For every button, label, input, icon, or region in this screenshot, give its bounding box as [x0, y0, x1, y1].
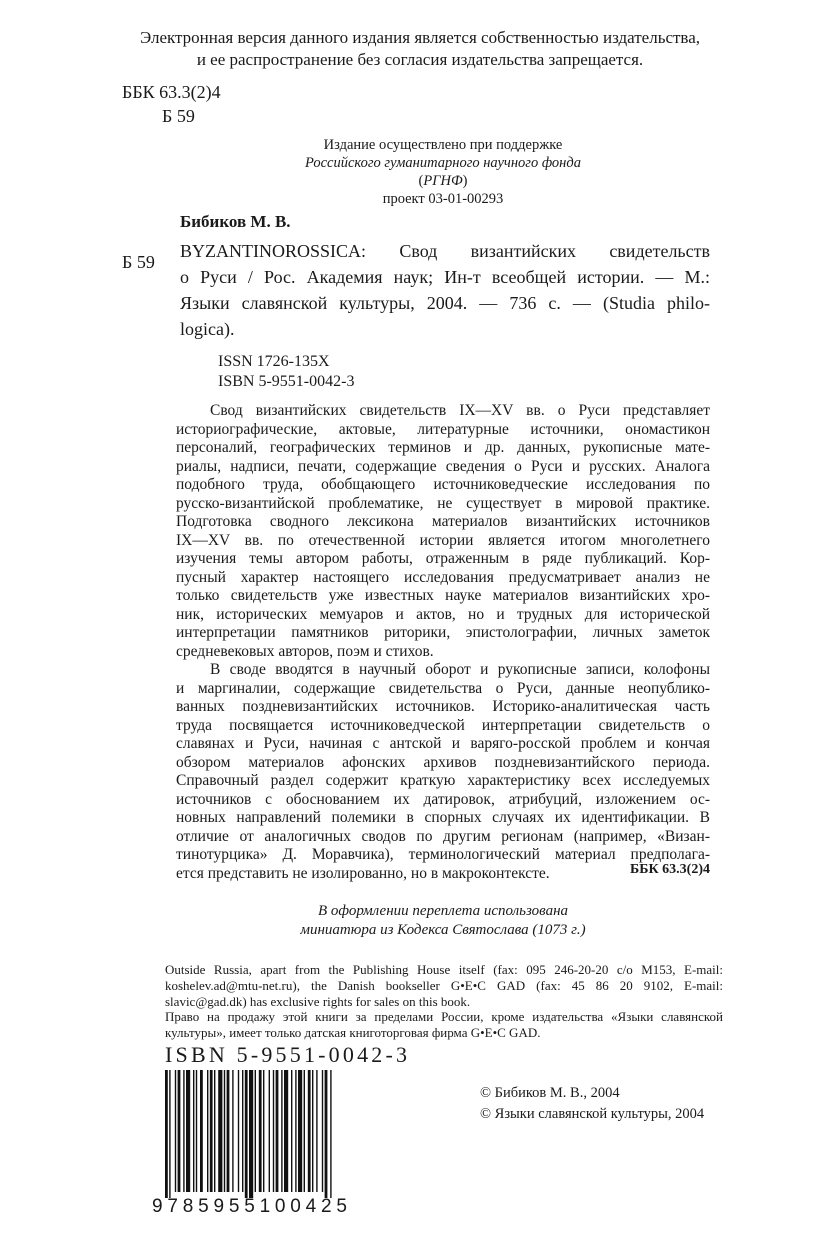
- barcode-bar: [186, 1070, 190, 1192]
- barcode-image: [163, 1070, 375, 1198]
- author-mark: Б 59: [162, 106, 195, 126]
- abstract-line: подобного труда, обобщающего источниковедческие исследования по: [176, 476, 710, 493]
- abstract-line: интерпретации памятников риторики, эпистолографии, личных заметок: [176, 624, 710, 641]
- barcode-bar: [245, 1070, 248, 1198]
- barcode-bar: [193, 1070, 194, 1192]
- barcode-bar: [169, 1070, 170, 1198]
- author-heading: Бибиков М. В.: [180, 212, 291, 231]
- description-line: о Руси / Рос. Академия наук; Ин-т всеобщей истории. — М.:: [180, 267, 710, 287]
- barcode-bar: [210, 1070, 213, 1192]
- barcode-bar: [330, 1070, 331, 1198]
- barcode-bar: [218, 1070, 222, 1192]
- barcode-bar: [165, 1070, 168, 1198]
- barcode-bar: [255, 1070, 256, 1192]
- rights-line: slavic@gad.dk) has exclusive rights for sales on this book.: [165, 994, 471, 1010]
- cover-note-line-1: В оформлении переплета использована: [317, 903, 569, 919]
- abstract-line: изучения темы автором работы, отраженным в ряде публикаций. Кор-: [176, 550, 710, 567]
- rights-russian: [165, 1009, 723, 1041]
- abstract-line: новных направлений полемики в спорных случаях их идентификации. В: [176, 809, 710, 826]
- barcode-bar: [242, 1070, 243, 1192]
- abstract-line: ванных поздневизантийских источников. Историко-аналитическая часть: [176, 698, 710, 715]
- barcode-bar: [304, 1070, 305, 1192]
- barcode-bar: [298, 1070, 302, 1192]
- barcode-bar: [291, 1070, 292, 1192]
- bbk-code: ББК 63.3(2)4: [122, 82, 221, 102]
- barcode-bar: [273, 1070, 274, 1192]
- abstract-line: отличие от аналогичных сводов по другим регионам (например, «Визан-: [176, 827, 710, 845]
- abstract-line: ник, исторических мемуаров и актов, но и трудных для исторической: [176, 605, 710, 623]
- author-mark-left: Б 59: [122, 252, 155, 272]
- issn-isbn-block: [218, 352, 354, 392]
- rights-english: [165, 962, 723, 1011]
- support-line-1: Издание осуществлено при поддержке: [323, 137, 563, 153]
- copyright-notice-line-2: и ее распространение без согласия издательства запрещается.: [196, 50, 644, 69]
- barcode-bar: [175, 1070, 176, 1192]
- abstract: [176, 402, 710, 883]
- barcode-bar: [312, 1070, 313, 1192]
- copyright-publisher: © Языки славянской культуры, 2004: [480, 1106, 705, 1122]
- barcode-bar: [322, 1070, 323, 1192]
- abstract-line: ется представить не изолированно, но в макроконтексте.: [176, 864, 550, 882]
- abstract-line: тинотурцика» Д. Моравчика), терминологический материал предполага-: [176, 846, 710, 863]
- support-foundation-name: Российского гуманитарного научного фонда: [305, 155, 581, 171]
- barcode-bar: [232, 1070, 233, 1192]
- abstract-line: труда посвящается источниковедческой интерпретации свидетельств о: [176, 716, 710, 734]
- barcode-bar: [259, 1070, 262, 1192]
- barcode-bar: [178, 1070, 181, 1192]
- abstract-line: персоналий, географических терминов и др. данных, рукописные мате-: [176, 439, 710, 456]
- barcode-bar: [316, 1070, 317, 1192]
- abstract-line: В своде вводятся в научный оборот и рукописные записи, колофоны: [210, 661, 710, 678]
- barcode-bar: [325, 1070, 328, 1198]
- abstract-line: IX—XV вв. по отечественной истории является итогом многолетнего: [176, 531, 710, 549]
- barcode-bar: [224, 1070, 225, 1192]
- abstract-line: источников с обоснованием их датировок, атрибуций, изложением ос-: [176, 790, 710, 808]
- cover-note-line-2: миниатюра из Кодекса Святослава (1073 г.): [300, 922, 586, 938]
- rights-line: культуры», имеет только датская книготорговая фирма G•E•C GAD.: [165, 1025, 541, 1041]
- barcode-bar: [183, 1070, 184, 1192]
- barcode-isbn-label: ISBN 5-9551-0042-3: [165, 1042, 411, 1067]
- barcode-bar: [284, 1070, 288, 1192]
- support-project-number: проект 03-01-00293: [382, 191, 504, 207]
- support-foundation-abbr: [240, 172, 646, 190]
- barcode-bar: [249, 1070, 253, 1198]
- barcode-bar: [238, 1070, 239, 1192]
- barcode-bar: [196, 1070, 197, 1192]
- copyright-author: © Бибиков М. В., 2004: [480, 1085, 620, 1101]
- abstract-line: историографические, актовые, литературные источники, ономастикон: [176, 420, 710, 438]
- abstract-line: пусный характер настоящего исследования предусматривает анализ не: [176, 568, 710, 586]
- barcode-bar: [308, 1070, 311, 1192]
- abstract-line: обзором материалов афонских архивов поздневизантийского периода.: [176, 753, 710, 771]
- isbn: ISBN 5-9551-0042-3: [218, 373, 355, 390]
- abstract-line: средневековых авторов, поэм и стихов.: [176, 642, 434, 660]
- barcode-ean-digits: 9785955100425: [152, 1196, 352, 1217]
- issn: ISSN 1726-135X: [218, 353, 330, 370]
- bbk-code-right: ББК 63.3(2)4: [630, 862, 710, 877]
- barcode-bar: [263, 1070, 264, 1192]
- rights-line: koshelev.ad@mtu-net.ru), the Danish bookseller G•E•C GAD (fax: 45 86 20 9102, E-mail:: [165, 978, 723, 994]
- abbr-text: РГНФ: [423, 173, 463, 189]
- barcode-bar: [269, 1070, 270, 1192]
- abbr-open: (: [418, 173, 424, 189]
- rights-line: Право на продажу этой книги за пределами России, кроме издательства «Языки славянской: [165, 1009, 723, 1024]
- description-line: BYZANTINOROSSICA: Свод византийских свидетельств: [180, 241, 710, 261]
- barcode-bar: [276, 1070, 279, 1192]
- barcode-bar: [295, 1070, 296, 1192]
- rights-line: Outside Russia, apart from the Publishing House itself (fax: 095 246-20-20 c/o M153, E-mail:: [165, 962, 723, 977]
- abbr-close: ): [462, 173, 468, 189]
- barcode-bar: [207, 1070, 208, 1192]
- barcode-bar: [214, 1070, 215, 1192]
- abstract-line: и маргиналии, содержащие свидетельства о Руси, данные неопублико-: [176, 679, 710, 697]
- abstract-line: Подготовка сводного лексикона материалов византийских источников: [176, 513, 710, 530]
- abstract-line: только свидетельств уже известных науке материалов византийских хро-: [176, 587, 710, 604]
- abstract-line: Справочный раздел содержит краткую характеристику всех исследуемых: [176, 772, 710, 789]
- abstract-line: русско-византийской проблематике, не существует в мировой практике.: [176, 494, 710, 512]
- description-line: logica).: [180, 319, 235, 339]
- abstract-line: риалы, надписи, печати, содержащие сведения о Руси и русских. Аналога: [176, 457, 710, 475]
- bibliographic-description: [180, 238, 710, 342]
- barcode-bar: [227, 1070, 230, 1192]
- abstract-line: славянах и Руси, начиная с антской и варяго-росской проблем и кончая: [176, 735, 710, 752]
- barcode-bar: [281, 1070, 282, 1192]
- abstract-line: Свод византийских свидетельств IX—XV вв. о Руси представляет: [210, 402, 710, 419]
- barcode-bar: [200, 1070, 203, 1192]
- description-line: Языки славянской культуры, 2004. — 736 с. — (Studia philo-: [180, 293, 710, 313]
- copyright-notice-line-1: Электронная версия данного издания является собственностью издательства,: [139, 28, 701, 47]
